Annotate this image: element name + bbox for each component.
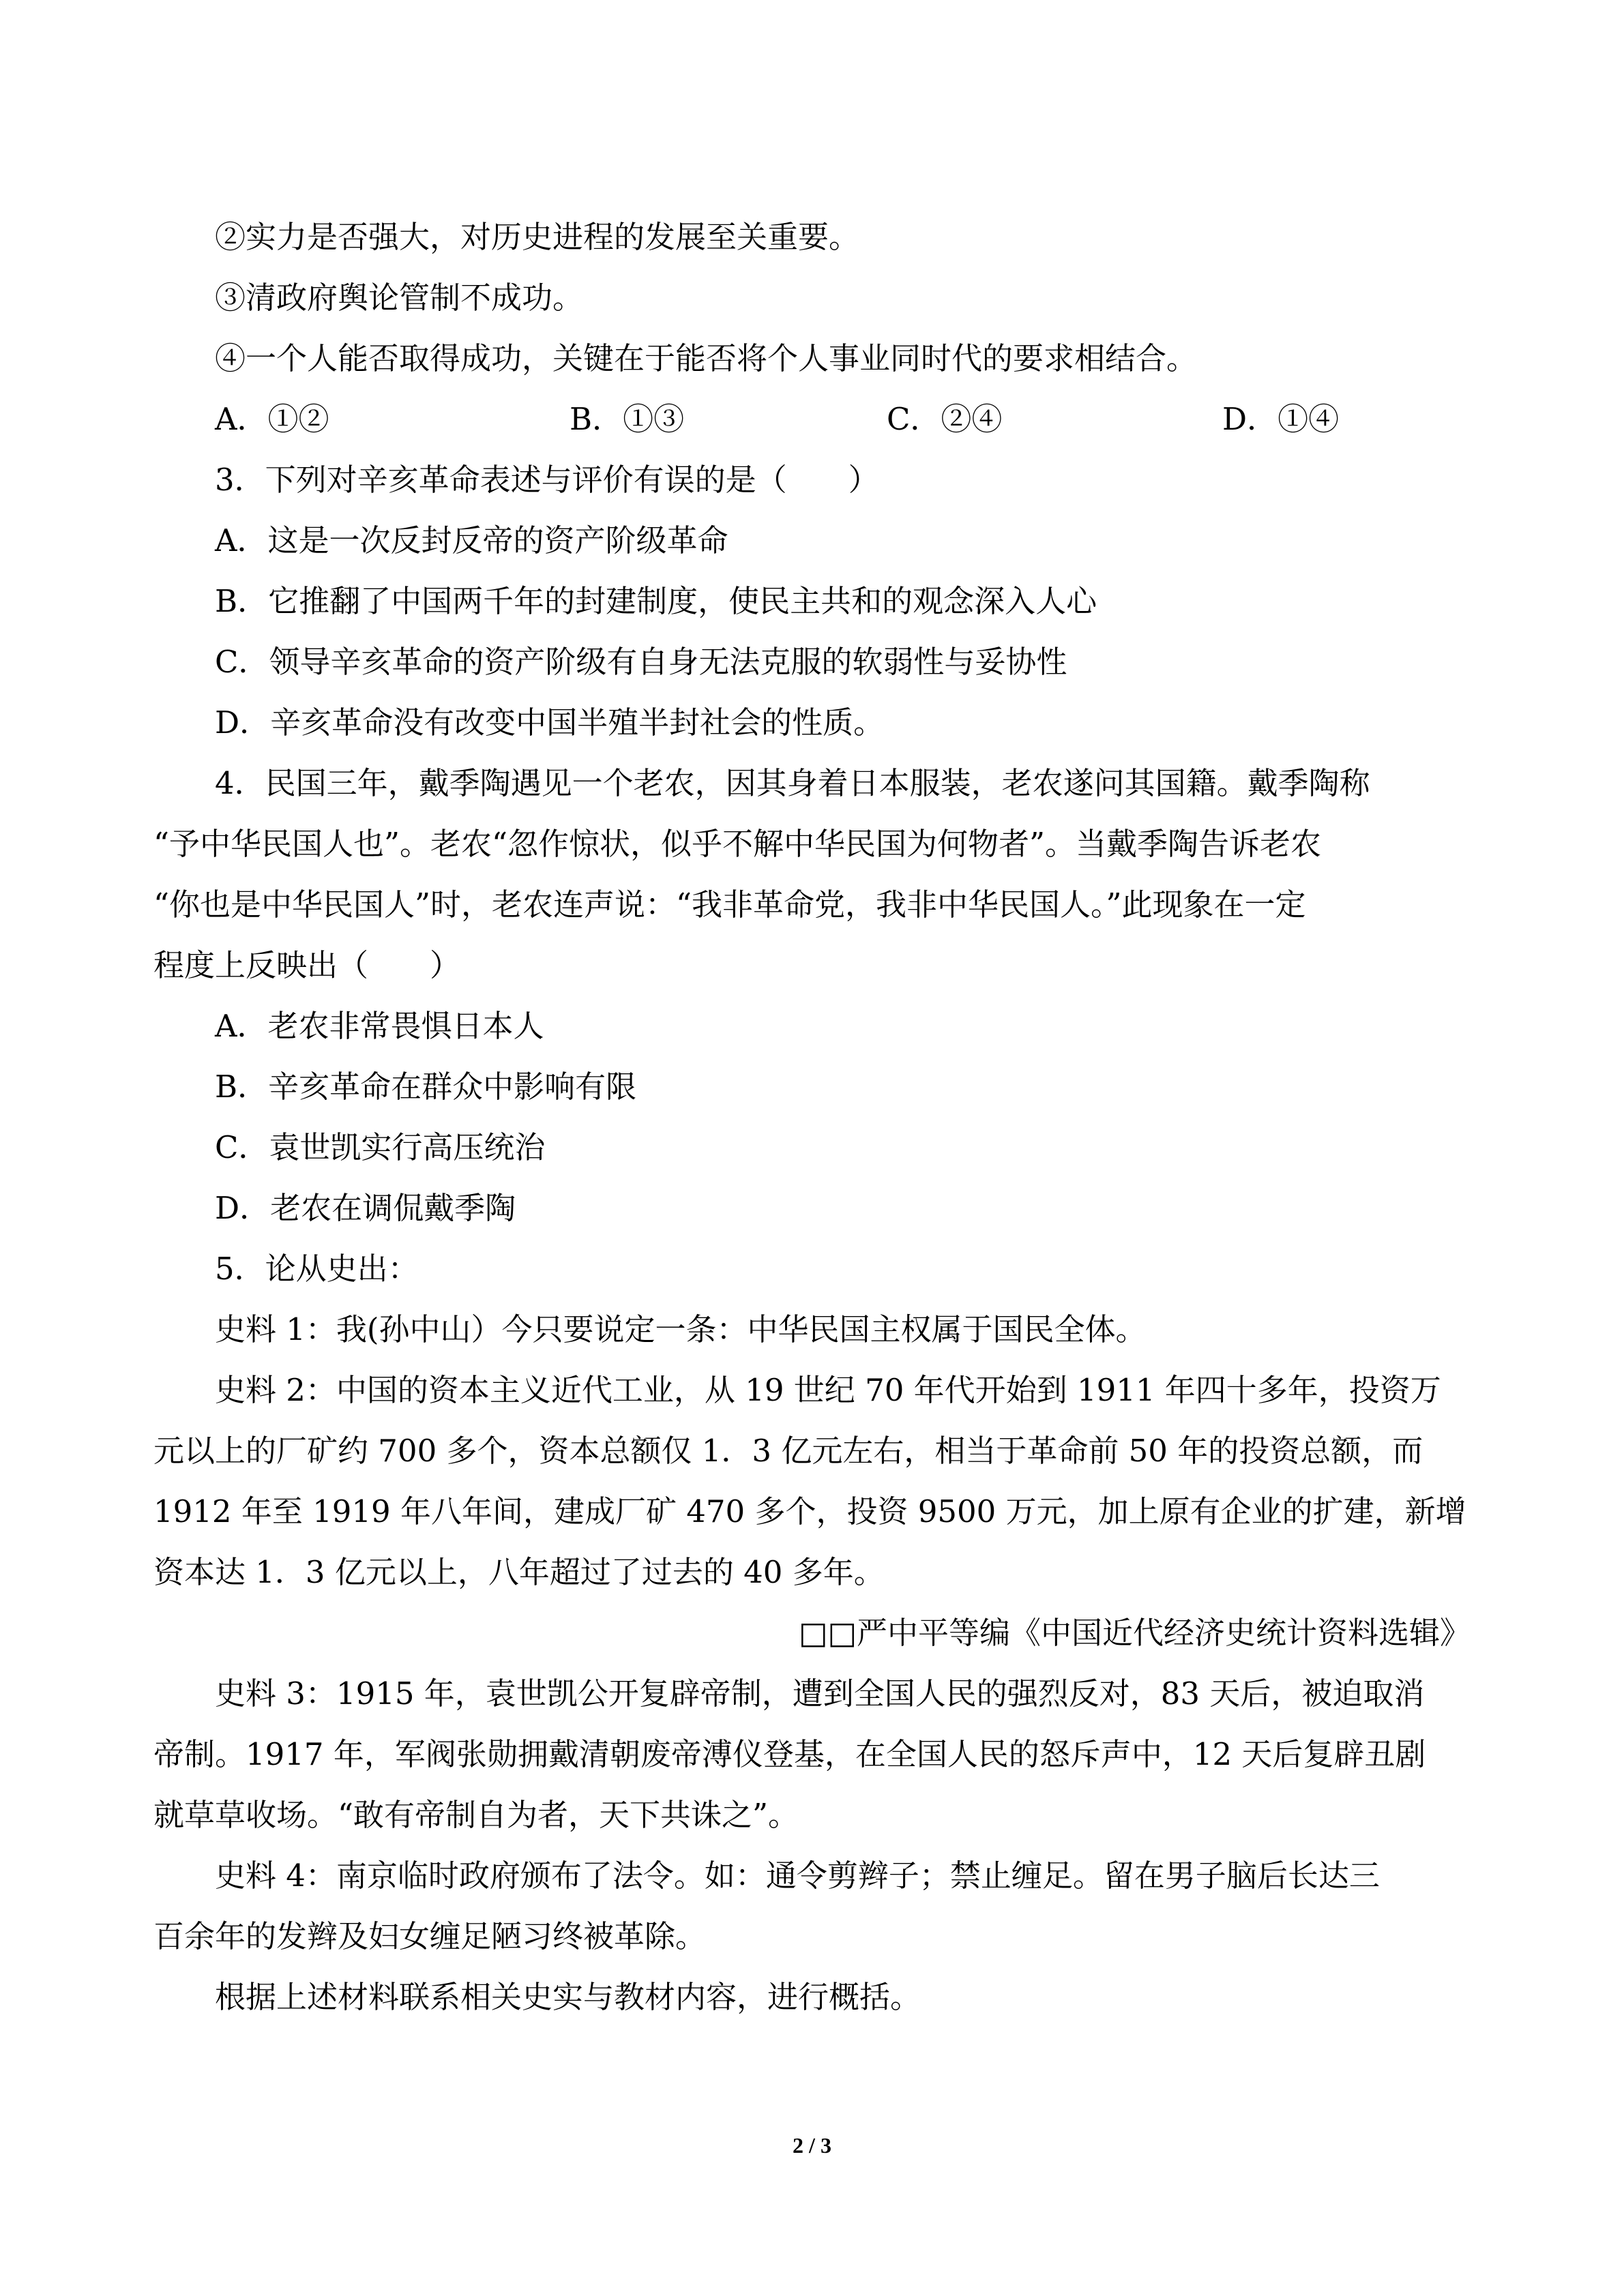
- q4-option-d: D．老农在调侃戴季陶: [215, 1190, 516, 1226]
- q4-stem-line-1: 4．民国三年，戴季陶遇见一个老农，因其身着日本服装，老农遂问其国籍。戴季陶称: [215, 765, 1370, 801]
- material-4-line-1: 史料 4：南京临时政府颁布了法令。如：通令剪辫子；禁止缠足。留在男子脑后长达三: [215, 1858, 1380, 1894]
- material-1: 史料 1：我(孙中山）今只要说定一条：中华民国主权属于国民全体。: [215, 1311, 1147, 1347]
- q4-option-a: A．老农非常畏惧日本人: [215, 1008, 544, 1044]
- material-3-line-1: 史料 3：1915 年，袁世凯公开复辟帝制，遭到全国人民的强烈反对，83 天后，被迫取消: [215, 1675, 1425, 1712]
- page-number: 2 / 3: [793, 2133, 831, 2158]
- material-2-source: □□严中平等编《中国近代经济史统计资料选辑》: [798, 1615, 1471, 1651]
- q2-item-4: ④一个人能否取得成功，关键在于能否将个人事业同时代的要求相结合。: [215, 340, 1198, 376]
- q2-option-c: C．②④: [887, 401, 1003, 437]
- material-2-line-3: 1912 年至 1919 年八年间，建成厂矿 470 多个，投资 9500 万元，加上原有企业的扩建，新增: [153, 1493, 1466, 1530]
- material-3-line-2: 帝制。1917 年，军阀张勋拥戴清朝废帝溥仪登基，在全国人民的怒斥声中，12 天后复辟丑剧: [153, 1736, 1426, 1772]
- q2-item-3: ③清政府舆论管制不成功。: [215, 280, 584, 316]
- q3-option-a: A．这是一次反封反帝的资产阶级革命: [215, 522, 728, 558]
- q4-option-c: C．袁世凯实行高压统治: [215, 1129, 546, 1165]
- q4-option-b: B．辛亥革命在群众中影响有限: [215, 1069, 637, 1105]
- q4-stem-line-2: “予中华民国人也”。老农“忽作惊状，似乎不解中华民国为何物者”。当戴季陶告诉老农: [153, 826, 1322, 862]
- material-3-line-3: 就草草收场。“敢有帝制自为者，天下共诛之”。: [153, 1797, 799, 1833]
- material-2-line-2: 元以上的厂矿约 700 多个，资本总额仅 1．3 亿元左右，相当于革命前 50 年的投资总额，而: [153, 1433, 1423, 1469]
- material-4-line-2: 百余年的发辫及妇女缠足陋习终被革除。: [153, 1918, 707, 1954]
- material-2-line-1: 史料 2：中国的资本主义近代工业，从 19 世纪 70 年代开始到 1911 年四十多年，投资万: [215, 1372, 1441, 1408]
- q2-option-b: B．①③: [570, 401, 685, 437]
- material-2-line-4: 资本达 1．3 亿元以上，八年超过了过去的 40 多年。: [153, 1554, 885, 1590]
- q5-prompt: 根据上述材料联系相关史实与教材内容，进行概括。: [215, 1979, 921, 2015]
- q4-stem-line-3: “你也是中华民国人”时，老农连声说：“我非革命党，我非中华民国人。”此现象在一定: [153, 886, 1306, 923]
- q4-stem-line-4: 程度上反映出（ ）: [153, 947, 461, 983]
- q2-item-2: ②实力是否强大，对历史进程的发展至关重要。: [215, 219, 860, 255]
- q3-option-c: C．领导辛亥革命的资产阶级有自身无法克服的软弱性与妥协性: [215, 644, 1067, 680]
- q5-stem: 5．论从史出：: [215, 1251, 419, 1287]
- q2-option-d: D．①④: [1222, 401, 1340, 437]
- q2-option-a: A．①②: [215, 401, 329, 437]
- q3-stem: 3．下列对辛亥革命表述与评价有误的是（ ）: [215, 462, 879, 498]
- q3-option-d: D．辛亥革命没有改变中国半殖半封社会的性质。: [215, 704, 885, 741]
- q3-option-b: B．它推翻了中国两千年的封建制度，使民主共和的观念深入人心: [215, 583, 1097, 619]
